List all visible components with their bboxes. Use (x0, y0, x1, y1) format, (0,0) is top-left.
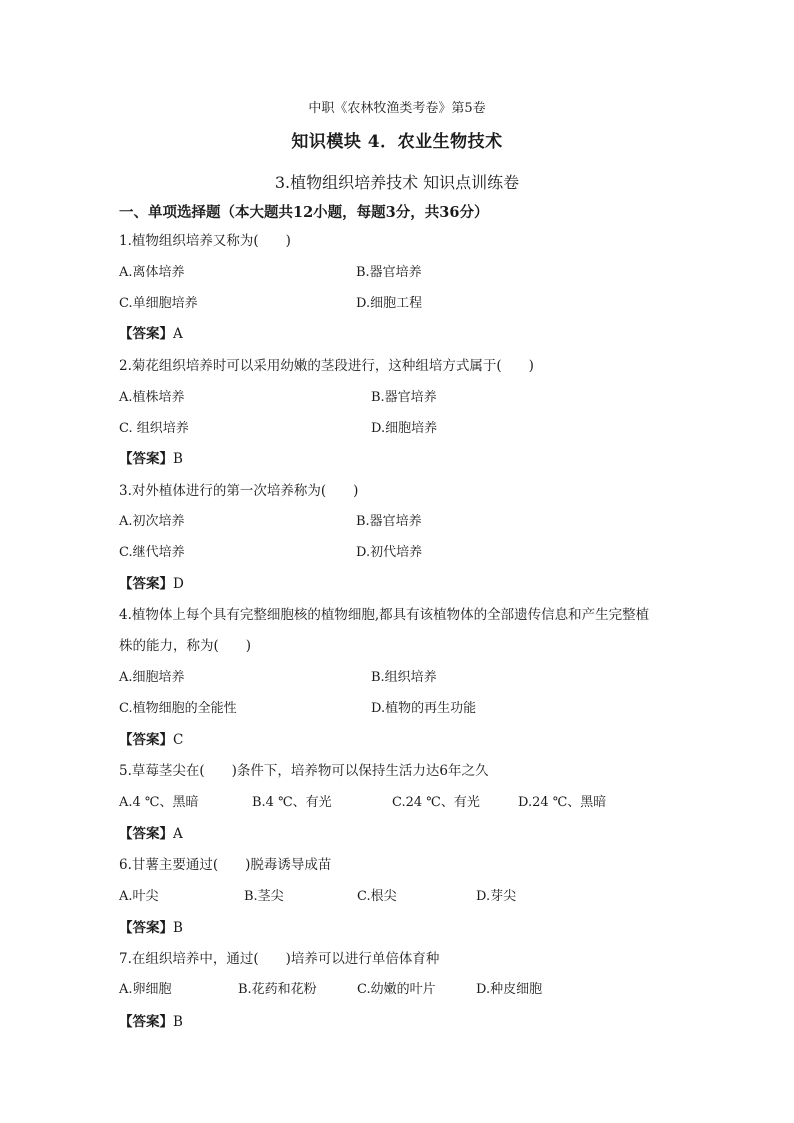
option: B.4 ℃、有光 (252, 795, 332, 810)
answer-tag: 【答案】 (119, 826, 173, 842)
option: D.种皮细胞 (476, 982, 543, 997)
option: B.茎尖 (244, 889, 284, 904)
section-heading: 一、单项选择题（本大题共12小题，每题3分，共36分） (119, 204, 489, 221)
question-stem: 6.甘薯主要通过( )脱毒诱导成苗 (119, 857, 332, 873)
option: C.根尖 (357, 889, 397, 904)
option: B.花药和花粉 (238, 982, 317, 997)
answer-value: A (173, 326, 183, 342)
question-stem: 1.植物组织培养又称为( ) (119, 233, 291, 249)
option: D.细胞培养 (371, 421, 438, 436)
answer-value: B (173, 920, 183, 936)
option: A.叶尖 (119, 889, 159, 904)
option: A.4 ℃、黑暗 (119, 795, 199, 810)
answer-line (119, 822, 183, 842)
option: B.器官培养 (356, 265, 422, 280)
option: C.幼嫩的叶片 (357, 982, 436, 997)
answer-tag: 【答案】 (119, 326, 173, 342)
answer-tag: 【答案】 (119, 1014, 173, 1030)
option: B.组织培养 (371, 670, 437, 685)
answer-tag: 【答案】 (119, 451, 173, 467)
option: A.离体培养 (119, 265, 185, 280)
answer-value: B (173, 451, 183, 467)
module-title: 知识模块 4．农业生物技术 (291, 132, 503, 152)
answer-tag: 【答案】 (119, 920, 173, 936)
answer-value: B (173, 1014, 183, 1030)
answer-value: A (173, 826, 183, 842)
answer-line (119, 572, 184, 592)
question-stem: 7.在组织培养中，通过( )培养可以进行单倍体育种 (119, 951, 440, 967)
answer-line (119, 322, 183, 342)
option: D.初代培养 (356, 545, 423, 560)
answer-tag: 【答案】 (119, 732, 173, 748)
option: D.植物的再生功能 (371, 701, 477, 716)
option: C.单细胞培养 (119, 296, 198, 311)
answer-line (119, 728, 183, 748)
option: C.继代培养 (119, 545, 185, 560)
answer-line (119, 447, 183, 467)
option: C. 组织培养 (119, 421, 189, 436)
option: A.细胞培养 (119, 670, 185, 685)
question-stem-continued: 株的能力，称为( ) (119, 638, 252, 654)
question-stem: 3.对外植体进行的第一次培养称为( ) (119, 483, 359, 499)
answer-value: C (173, 732, 184, 748)
topic-title: 3.植物组织培养技术 知识点训练卷 (274, 173, 520, 192)
question-stem: 2.菊花组织培养时可以采用幼嫩的茎段进行，这种组培方式属于( ) (119, 358, 534, 374)
answer-line (119, 916, 183, 936)
option: C.植物细胞的全能性 (119, 701, 237, 716)
answer-tag: 【答案】 (119, 576, 173, 592)
option: D.芽尖 (476, 889, 517, 904)
option: D.细胞工程 (356, 296, 423, 311)
answer-value: D (173, 576, 184, 592)
question-stem: 5.草莓茎尖在( )条件下，培养物可以保持生活力达6年之久 (119, 763, 489, 779)
option: A.卵细胞 (119, 982, 172, 997)
option: D.24 ℃、黑暗 (518, 795, 607, 810)
option: C.24 ℃、有光 (392, 795, 480, 810)
option: B.器官培养 (371, 390, 437, 405)
question-stem: 4.植物体上每个具有完整细胞核的植物细胞,都具有该植物体的全部遗传信息和产生完整植 (119, 607, 650, 623)
option: B.器官培养 (356, 514, 422, 529)
answer-line (119, 1010, 183, 1030)
exam-title: 中职《农林牧渔类考卷》第5卷 (308, 101, 486, 116)
option: A.初次培养 (119, 514, 185, 529)
option: A.植株培养 (119, 390, 185, 405)
